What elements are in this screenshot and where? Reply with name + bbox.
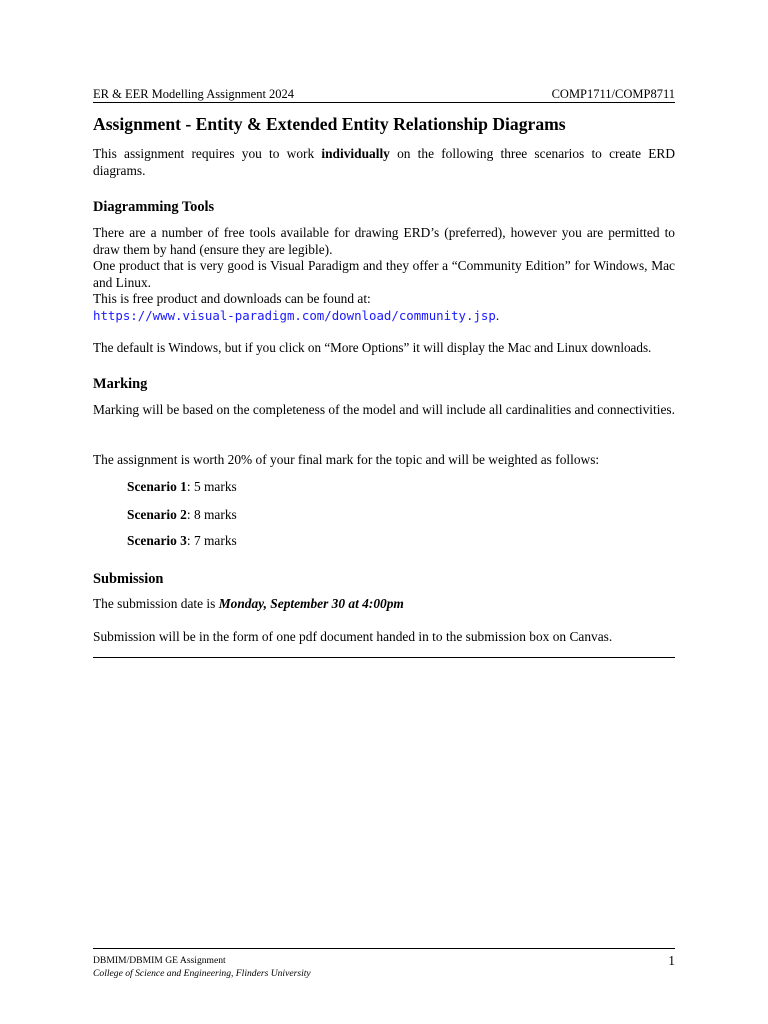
intro-text-before: This assignment requires you to work: [93, 146, 322, 161]
tools-line-visual-paradigm: One product that is very good is Visual Paradigm and they offer a “Community Edition” for Windows, Mac and Linux.: [93, 258, 675, 290]
scenario-label: Scenario 3: [127, 533, 187, 548]
header-assignment-title: ER & EER Modelling Assignment 2024: [93, 87, 295, 101]
intro-paragraph: [93, 146, 675, 179]
tools-paragraph: [93, 225, 675, 324]
footer-course: DBMIM/DBMIM GE Assignment: [93, 955, 226, 966]
submission-format-line: Submission will be in the form of one pdf document handed in to the submission box on Canvas.: [93, 629, 613, 644]
submission-date-prefix: The submission date is: [93, 596, 219, 611]
marking-paragraph: Marking will be based on the completeness of the model and will include all cardinalities and connectivities.: [93, 402, 675, 417]
page-footer: [93, 955, 311, 980]
scenario-marks: : 8 marks: [186, 507, 237, 522]
intro-emphasis: individually: [321, 146, 390, 161]
submission-date: Monday, September 30 at 4:00pm: [218, 596, 404, 611]
scenario-label: Scenario 2: [127, 507, 187, 522]
document-page: [93, 0, 675, 1024]
scenario-marks: : 7 marks: [186, 533, 237, 548]
tools-line-downloads: This is free product and downloads can be found at:: [93, 291, 371, 306]
scenario-2-weight: [127, 507, 237, 523]
header-rule: [93, 102, 675, 103]
download-link[interactable]: https://www.visual-paradigm.com/download/community.jsp: [93, 307, 496, 323]
running-header: [93, 86, 675, 102]
document-title: Assignment - Entity & Extended Entity Relationship Diagrams: [93, 114, 566, 134]
weighting-paragraph: The assignment is worth 20% of your final mark for the topic and will be weighted as follows:: [93, 452, 600, 467]
scenario-marks: : 5 marks: [186, 479, 237, 494]
section-heading-diagramming-tools: Diagramming Tools: [93, 199, 215, 215]
footer-rule: [93, 948, 675, 949]
default-os-note: The default is Windows, but if you click on “More Options” it will display the Mac and Linux downloads.: [93, 340, 652, 355]
section-heading-submission: Submission: [93, 571, 164, 587]
section-heading-marking: Marking: [93, 376, 148, 392]
download-link-suffix: .: [495, 307, 500, 323]
intro-text-after: on the following three scenarios to create ERD diagrams.: [93, 146, 675, 178]
page-number: 1: [668, 953, 675, 968]
content-end-rule: [93, 657, 675, 658]
submission-date-line: [93, 596, 675, 613]
scenario-1-weight: [127, 479, 237, 495]
footer-institution: College of Science and Engineering, Flinders University: [93, 967, 311, 979]
scenario-3-weight: [127, 533, 237, 549]
scenario-label: Scenario 1: [127, 479, 187, 494]
tools-line-free-tools: There are a number of free tools available for drawing ERD’s (preferred), however you are permitted to draw them by hand (ensure they are legible).: [93, 225, 675, 257]
header-course-code: COMP1711/COMP8711: [551, 87, 675, 101]
